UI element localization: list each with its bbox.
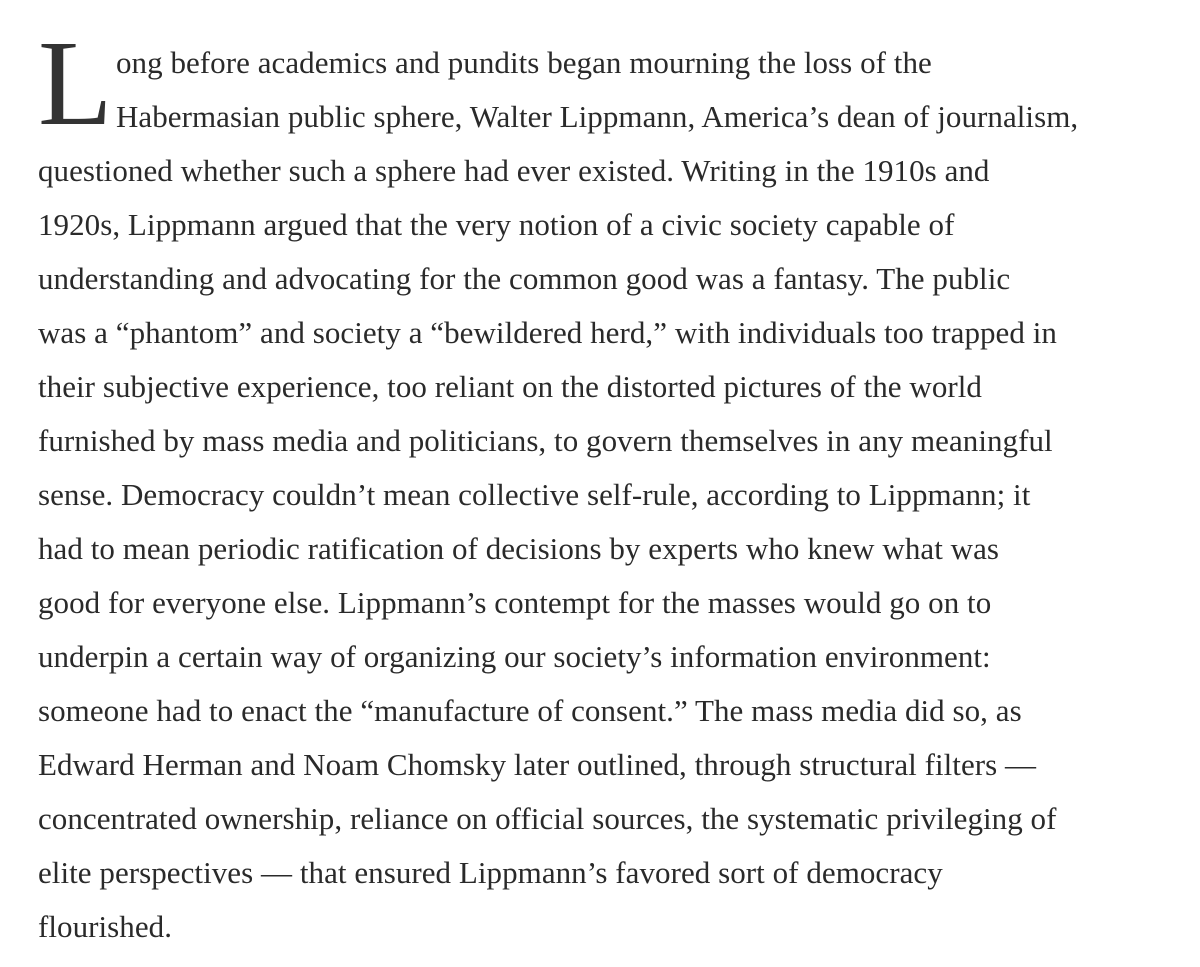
paragraph-line: Edward Herman and Noam Chomsky later outlined, through structural filters —	[38, 747, 1037, 782]
paragraph-line: furnished by mass media and politicians, to govern themselves in any meaningful	[38, 423, 1053, 458]
paragraph-line: good for everyone else. Lippmann’s contempt for the masses would go on to	[38, 585, 992, 620]
paragraph-line: understanding and advocating for the common good was a fantasy. The public	[38, 261, 1011, 296]
paragraph-line: elite perspectives — that ensured Lippmann’s favored sort of democracy	[38, 855, 943, 890]
paragraph-line: their subjective experience, too reliant on the distorted pictures of the world	[38, 369, 982, 404]
paragraph-line: sense. Democracy couldn’t mean collective self-rule, according to Lippmann; it	[38, 477, 1031, 512]
paragraph-line: was a “phantom” and society a “bewildered herd,” with individuals too trapped in	[38, 315, 1057, 350]
paragraph-line: underpin a certain way of organizing our society’s information environment:	[38, 639, 991, 674]
drop-cap: L	[38, 16, 113, 151]
paragraph-line: concentrated ownership, reliance on official sources, the systematic privileging of	[38, 801, 1057, 836]
article-paragraph	[38, 16, 1183, 954]
paragraph-line: questioned whether such a sphere had ever existed. Writing in the 1910s and	[38, 153, 990, 188]
paragraph-line: someone had to enact the “manufacture of consent.” The mass media did so, as	[38, 693, 1022, 728]
paragraph-line: Habermasian public sphere, Walter Lippmann, America’s dean of journalism,	[116, 99, 1079, 134]
paragraph-line: 1920s, Lippmann argued that the very notion of a civic society capable of	[38, 207, 955, 242]
paragraph-line: flourished.	[38, 909, 172, 944]
paragraph-line: ong before academics and pundits began mourning the loss of the	[116, 45, 932, 80]
paragraph-line: had to mean periodic ratification of decisions by experts who knew what was	[38, 531, 1000, 566]
